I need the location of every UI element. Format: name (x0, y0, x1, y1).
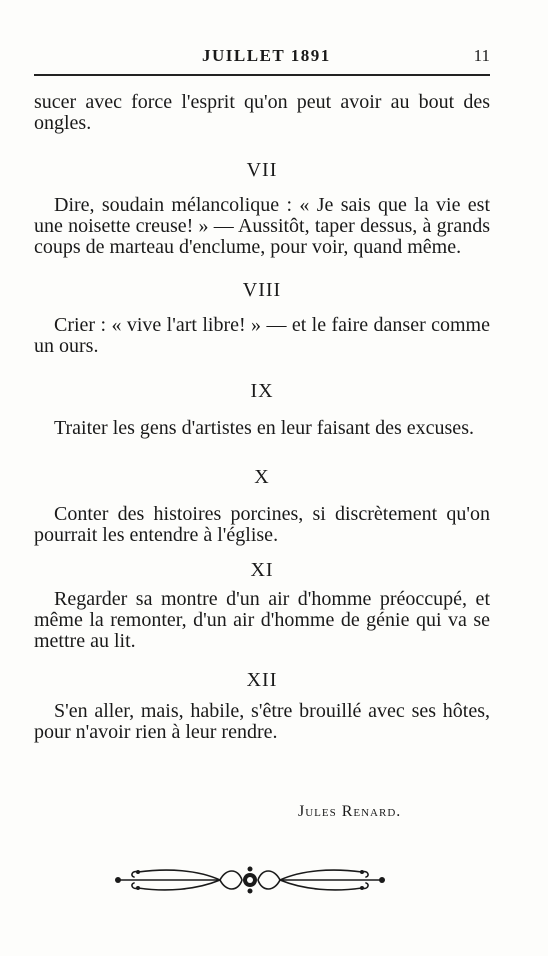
section-number-viii: VIII (242, 279, 282, 301)
header-rule (34, 74, 490, 76)
section-text-ix: Traiter les gens d'artistes en leur faisant des excuses. (54, 417, 474, 439)
section-text-xi: Regarder sa montre d'un air d'homme préoccupé, et même la remonter, d'un air d'homme de génie qui va se mettre au lit. (34, 588, 490, 652)
section-text-viii: Crier : « vive l'art libre! » — et le faire danser comme un ours. (34, 314, 490, 357)
section-text-vii: Dire, soudain mélancolique : « Je sais que la vie est une noisette creuse! » — Aussitôt, taper dessus, à grands coups de marteau d'enclume, pour voir, quand même. (34, 194, 490, 258)
section-number-xi: XI (250, 559, 274, 581)
section-text-x: Conter des histoires porcines, si discrètement qu'on pourrait les entendre à l'église. (34, 503, 490, 546)
section-number-ix: IX (250, 380, 274, 402)
section-number-xii: XII (246, 669, 278, 691)
page-number: 11 (473, 46, 490, 65)
page-body (34, 92, 490, 743)
section-text-xii: S'en aller, mais, habile, s'être brouillé avec ses hôtes, pour n'avoir rien à leur rendre. (34, 700, 490, 743)
continued-paragraph: sucer avec force l'esprit qu'on peut avoir au bout des ongles. (34, 91, 490, 134)
section-number-x: X (254, 466, 270, 488)
page-header (34, 46, 490, 68)
author-signature: Jules Renard. (298, 803, 402, 820)
fleuron-tailpiece-icon (108, 862, 392, 898)
running-title: JUILLET 1891 (202, 46, 331, 65)
section-number-vii: VII (246, 159, 278, 181)
